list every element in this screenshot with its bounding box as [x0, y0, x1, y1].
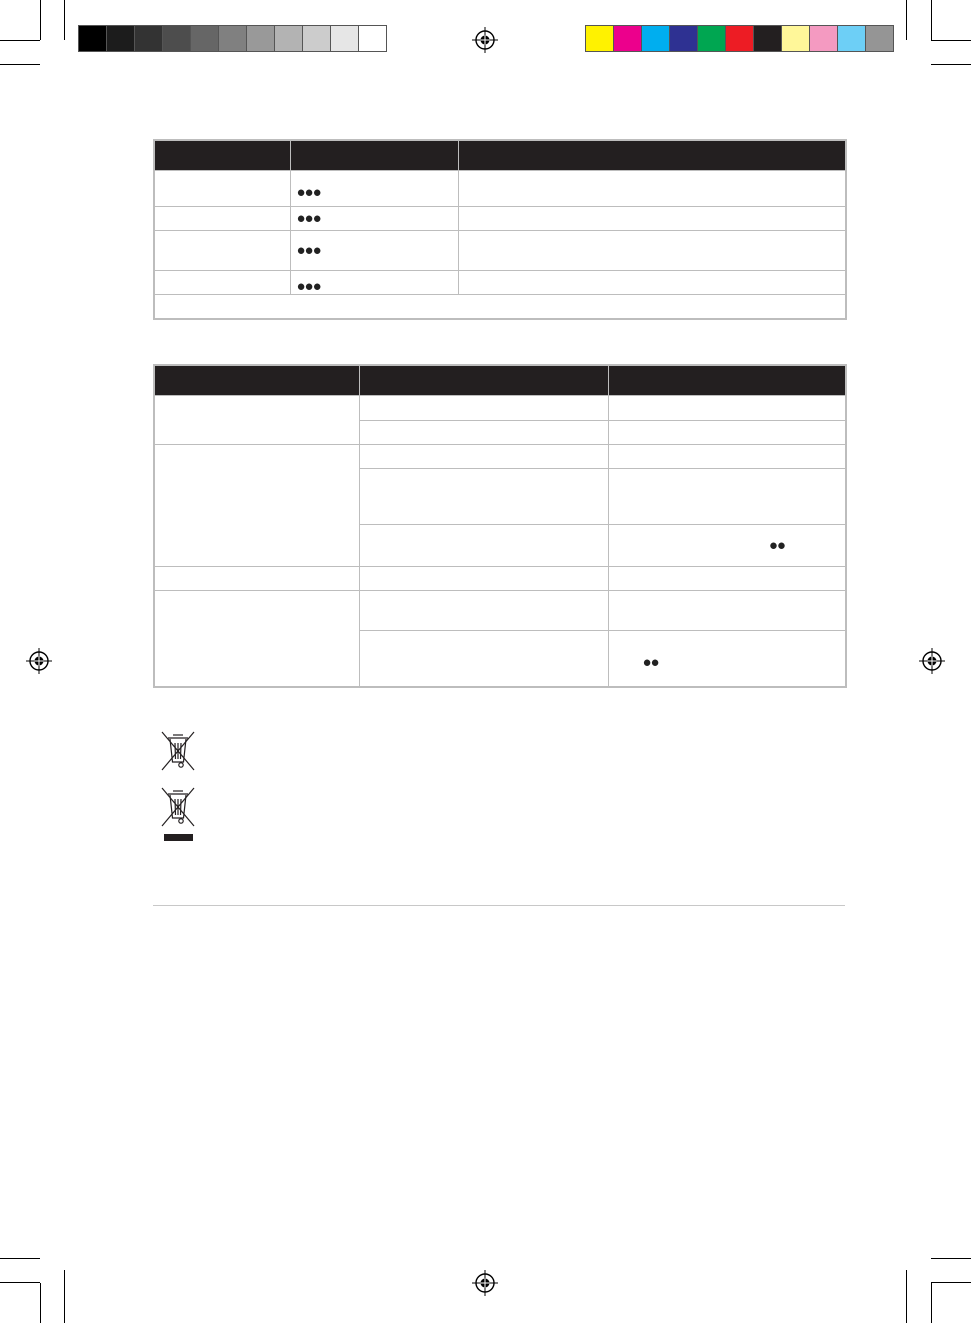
- table-cell: [154, 445, 359, 567]
- registration-mark-icon: [472, 1270, 498, 1296]
- table-cell: [359, 396, 608, 421]
- table-header-cell: [458, 140, 846, 171]
- dots-symbol: ●●: [768, 537, 785, 554]
- color-swatch: [585, 25, 614, 52]
- color-swatch: [641, 25, 670, 52]
- color-swatch: [218, 25, 247, 52]
- registration-mark-icon: [472, 27, 498, 53]
- crossed-bin-icon: [158, 730, 198, 772]
- table-cell: [154, 295, 846, 319]
- color-swatch: [865, 25, 894, 52]
- table-header-row: [154, 365, 846, 396]
- table-cell: [458, 171, 846, 207]
- color-swatch: [274, 25, 303, 52]
- dots-symbol: ●●●: [296, 210, 321, 227]
- color-swatch: [358, 25, 387, 52]
- color-swatch: [613, 25, 642, 52]
- table-row: [154, 207, 846, 231]
- table-cell: [608, 396, 846, 421]
- table-cell: [359, 591, 608, 631]
- table-row: [154, 396, 846, 421]
- table-cell: [458, 207, 846, 231]
- table-cell: [290, 207, 458, 231]
- table-cell: [359, 631, 608, 687]
- color-swatch: [162, 25, 191, 52]
- color-swatch: [190, 25, 219, 52]
- table-cell: [359, 445, 608, 469]
- table-cell: [154, 396, 359, 445]
- dots-symbol: ●●●: [296, 278, 321, 295]
- table-header-cell: [608, 365, 846, 396]
- troubleshooting-table: [153, 364, 847, 688]
- dots-symbol: ●●●: [296, 184, 321, 201]
- table-cell: [154, 567, 359, 591]
- table-cell: [608, 525, 846, 567]
- table-row: [154, 171, 846, 207]
- table-cell: [608, 469, 846, 525]
- dots-symbol: ●●: [642, 653, 659, 671]
- table-cell: [154, 231, 290, 271]
- divider-line: [153, 905, 845, 906]
- table-cell: [290, 231, 458, 271]
- table-header-cell: [290, 140, 458, 171]
- table-row: [154, 567, 846, 591]
- table-cell: [458, 231, 846, 271]
- table-row: [154, 591, 846, 631]
- color-swatch: [697, 25, 726, 52]
- table-cell: [458, 271, 846, 295]
- table-cell: [154, 207, 290, 231]
- table-header-cell: [154, 140, 290, 171]
- color-swatch: [753, 25, 782, 52]
- table-row: [154, 231, 846, 271]
- table-cell: [154, 171, 290, 207]
- color-swatch: [302, 25, 331, 52]
- table-cell: [608, 567, 846, 591]
- color-swatch: [78, 25, 107, 52]
- registration-mark-icon: [919, 648, 945, 674]
- table-cell: [154, 591, 359, 687]
- table-cell: [608, 421, 846, 445]
- table-cell: [359, 469, 608, 525]
- table-cell: [359, 421, 608, 445]
- dots-symbol: ●●●: [296, 242, 321, 259]
- table-row: [154, 445, 846, 469]
- table-cell: [290, 171, 458, 207]
- table-cell: [359, 525, 608, 567]
- table-cell: [608, 591, 846, 631]
- table-cell: [290, 271, 458, 295]
- table-header-cell: [359, 365, 608, 396]
- color-swatch: [837, 25, 866, 52]
- registration-mark-icon: [26, 648, 52, 674]
- table-header-cell: [154, 365, 359, 396]
- color-swatch: [669, 25, 698, 52]
- color-swatch: [781, 25, 810, 52]
- table-cell: [608, 445, 846, 469]
- color-swatch: [725, 25, 754, 52]
- color-swatch: [246, 25, 275, 52]
- color-swatch: [330, 25, 359, 52]
- table-footnote-row: [154, 295, 846, 319]
- color-swatch: [106, 25, 135, 52]
- table-header-row: [154, 140, 846, 171]
- color-swatch: [809, 25, 838, 52]
- table-cell: [154, 271, 290, 295]
- table-row: [154, 271, 846, 295]
- specifications-table: [153, 139, 847, 320]
- crossed-bin-with-bar-icon: [158, 786, 198, 844]
- color-swatch: [134, 25, 163, 52]
- table-cell: [359, 567, 608, 591]
- table-cell: [608, 631, 846, 687]
